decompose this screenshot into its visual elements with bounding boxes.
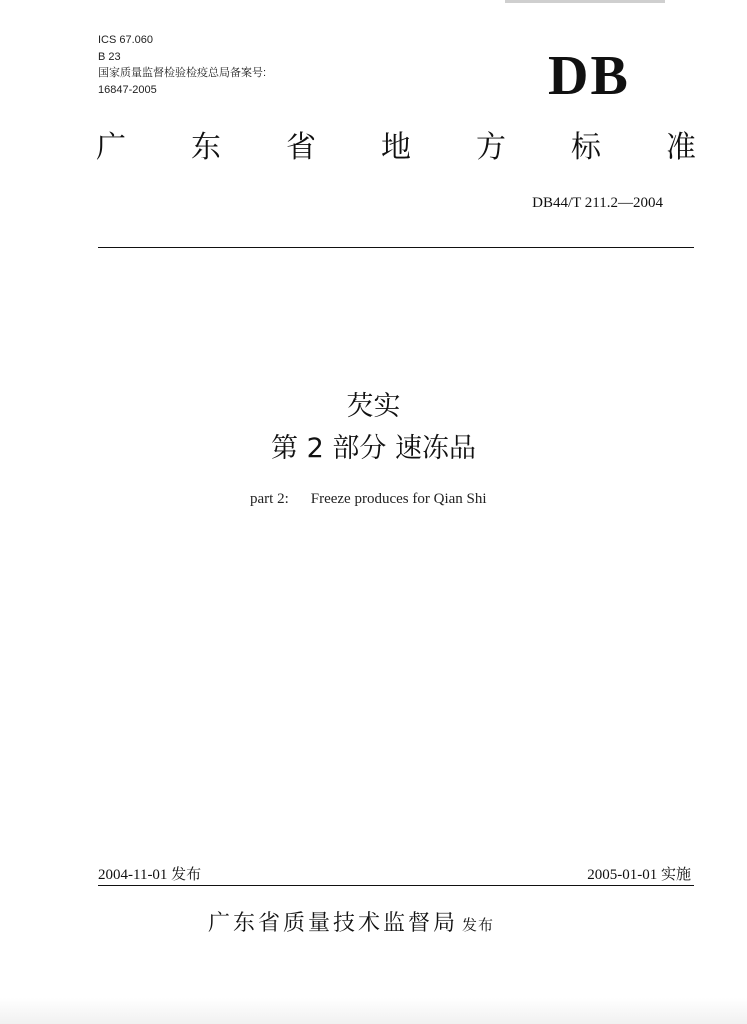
standard-type-char: 方 — [476, 130, 506, 165]
english-part-label: part 2: — [250, 491, 289, 507]
issue-date: 2004-11-01 发布 — [98, 867, 202, 883]
standard-number: DB44/T 211.2—2004 — [532, 195, 663, 211]
document-subtitle: 第 2 部分 速冻品 — [271, 433, 476, 464]
standard-type-char: 地 — [381, 130, 411, 165]
scan-top-mark — [505, 0, 665, 3]
bottom-divider — [98, 885, 694, 886]
standard-type-title — [96, 128, 696, 168]
issuer-suffix: 发布 — [462, 916, 495, 934]
standard-type-char: 标 — [571, 130, 601, 165]
db-logo: DB — [548, 45, 630, 107]
classification-block — [98, 32, 266, 98]
record-number: 16847-2005 — [98, 83, 157, 96]
document-title: 芡实 — [346, 391, 401, 422]
standard-type-char: 准 — [666, 130, 696, 165]
scan-bottom-shadow — [0, 998, 747, 1024]
issuing-authority — [208, 906, 494, 937]
standard-type-char: 东 — [191, 130, 221, 165]
ccs-code: B 23 — [98, 50, 121, 63]
ics-code: ICS 67.060 — [98, 34, 154, 46]
implementation-date: 2005-01-01 实施 — [587, 867, 691, 883]
standard-type-char: 广 — [96, 130, 126, 165]
english-title-text: Freeze produces for Qian Shi — [310, 491, 487, 507]
issuer-name: 广东省质量技术监督局 — [208, 911, 459, 936]
english-title — [250, 491, 487, 508]
standard-type-char: 省 — [286, 130, 316, 165]
record-label: 国家质量监督检验检疫总局备案号: — [98, 67, 267, 79]
top-divider — [98, 247, 694, 248]
